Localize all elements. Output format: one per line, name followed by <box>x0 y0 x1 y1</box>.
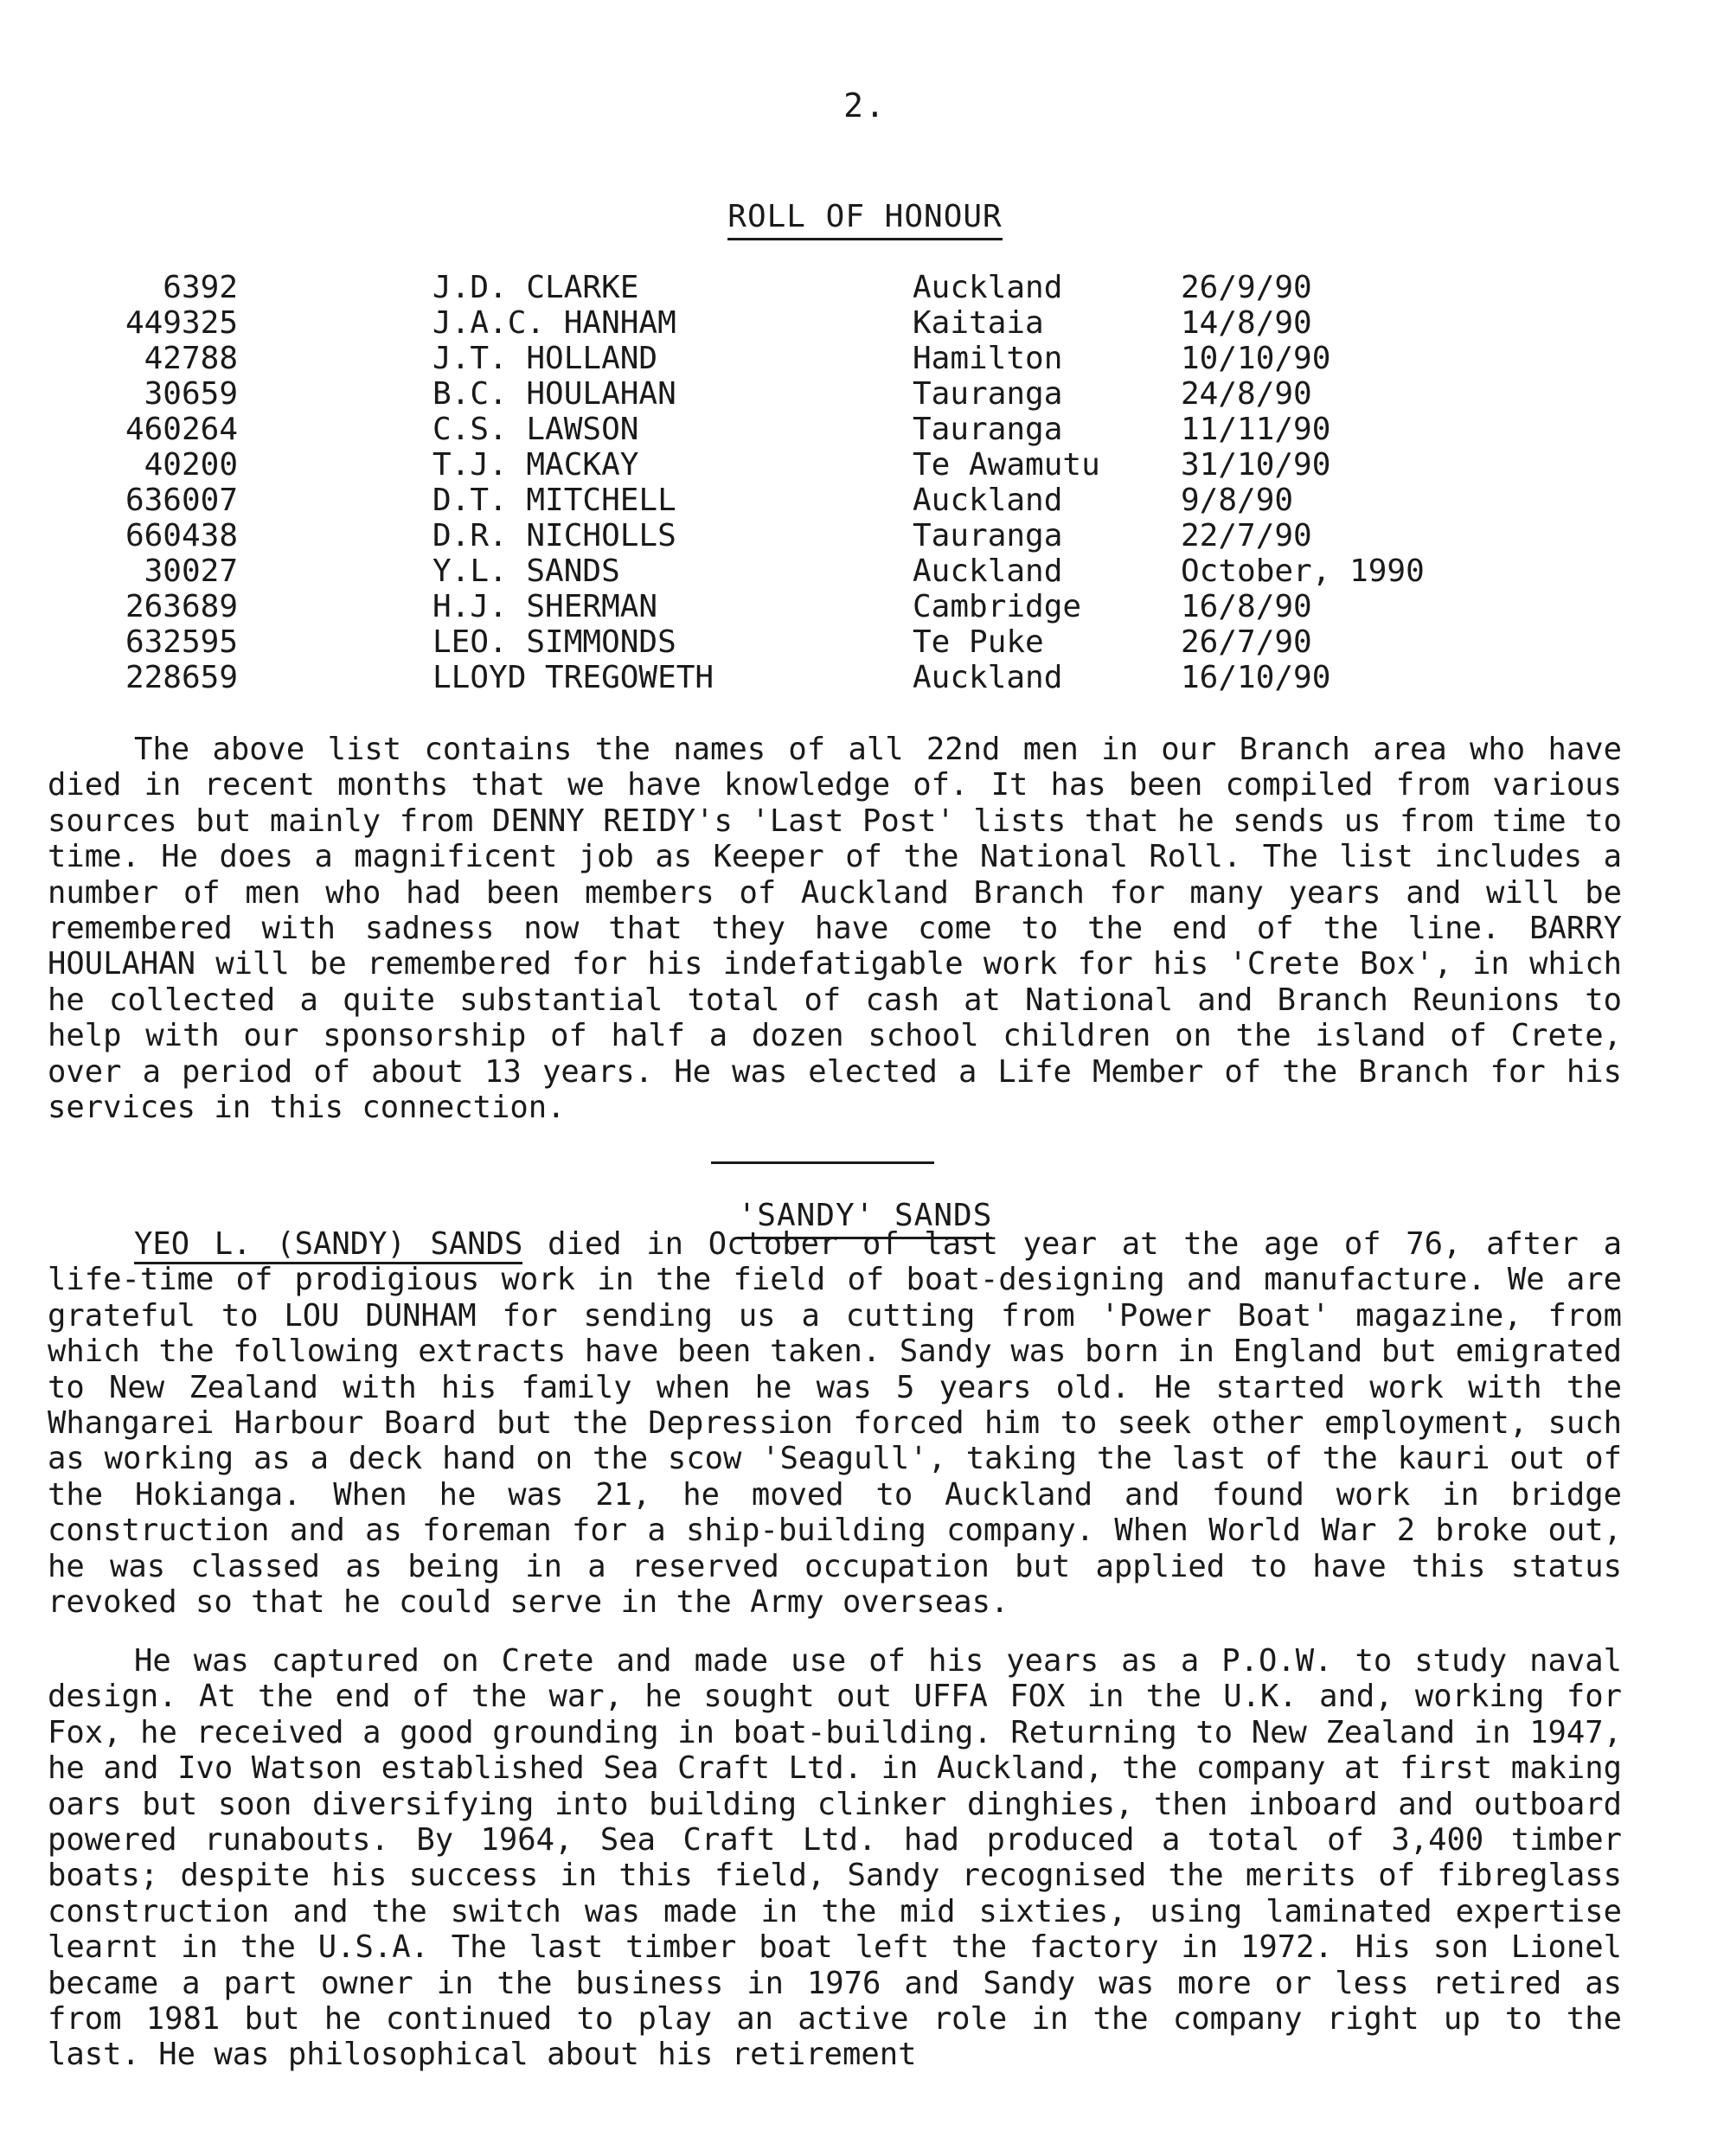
roll-of-honour-title: ROLL OF HONOUR <box>727 199 1002 240</box>
member-name: D.T. MITCHELL <box>432 483 676 518</box>
sandy-sands-paragraph-2: He was captured on Crete and made use of his years as a P.O.W. to study naval design. At the end of the war, he sought out UFFA FOX in the U.K. and, working for Fox, he received a good grounding in boat-building. Returning to New Zealand in 1947, he and Ivo Watson established Sea Craft Ltd. in Auckland, the company at first making oars but soon diversifying into building clinker dinghies, then inboard and outboard powered runabouts. By 1964, Sea Craft Ltd. had produced a total of 3,400 timber boats; despite his success in this field, Sandy recognised the merits of fibreglass construction and the switch was made in the mid sixties, using laminated expertise learnt in the U.S.A. The last timber boat left the factory in 1972. His son Lionel became a part owner in the business in 1976 and Sandy was more or less retired as from 1981 but he continued to play an active role in the company right up to the last. He was philosophical about his retirement <box>48 1643 1622 2073</box>
section-divider <box>711 1161 934 1164</box>
roll-entry <box>104 483 1488 518</box>
service-number: 660438 <box>125 518 238 553</box>
member-name: B.C. HOULAHAN <box>432 376 676 412</box>
service-number: 30659 <box>144 376 238 412</box>
sandy-sands-title: 'SANDY' SANDS <box>738 1198 993 1239</box>
member-name: J.A.C. HANHAM <box>432 305 676 341</box>
date-of-death: 24/8/90 <box>1181 376 1312 412</box>
member-location: Cambridge <box>913 589 1082 624</box>
date-of-death: 10/10/90 <box>1181 341 1331 376</box>
date-of-death: 31/10/90 <box>1181 447 1331 483</box>
member-location: Auckland <box>913 483 1063 518</box>
member-location: Auckland <box>913 553 1063 589</box>
sandy-sands-lead-name: YEO L. (SANDY) SANDS <box>134 1226 522 1264</box>
date-of-death: 22/7/90 <box>1181 518 1312 553</box>
date-of-death: October, 1990 <box>1181 553 1425 589</box>
member-name: J.D. CLARKE <box>432 270 639 305</box>
roll-entry <box>104 305 1488 341</box>
service-number: 228659 <box>125 660 238 695</box>
date-of-death: 14/8/90 <box>1181 305 1312 341</box>
roll-of-honour-list <box>104 270 1488 695</box>
member-name: H.J. SHERMAN <box>432 589 658 624</box>
roll-entry <box>104 447 1488 483</box>
member-location: Hamilton <box>913 341 1063 376</box>
roll-entry <box>104 660 1488 695</box>
roll-entry <box>104 589 1488 624</box>
roll-entry <box>104 270 1488 305</box>
service-number: 30027 <box>144 553 238 589</box>
roll-of-honour-heading <box>0 199 1730 234</box>
member-location: Tauranga <box>913 518 1063 553</box>
member-name: LEO. SIMMONDS <box>432 624 676 660</box>
sandy-sands-paragraph-1-text: died in October of last year at the age of 76, after a life-time of prodigious work in the field of boat-designing and manufacture. We are grateful to LOU DUNHAM for sending us a cutting from 'Power Boat' magazine, from which the following extracts have been taken. Sandy was born in England but emigrated to New Zealand with his family when he was 5 years old. He started work with the Whangarei Harbour Board but the Depression forced him to seek other employment, such as working as a deck hand on the scow 'Seagull', taking the last of the kauri out of the Hokianga. When he was 21, he moved to Auckland and found work in bridge construction and as foreman for a ship-building company. When World War 2 broke out, he was classed as being in a reserved occupation but applied to have this status revoked so that he could serve in the Army overseas. <box>48 1226 1622 1621</box>
roll-entry <box>104 341 1488 376</box>
member-name: T.J. MACKAY <box>432 447 639 483</box>
service-number: 42788 <box>144 341 238 376</box>
date-of-death: 26/9/90 <box>1181 270 1312 305</box>
member-location: Tauranga <box>913 412 1063 447</box>
service-number: 40200 <box>144 447 238 483</box>
member-location: Auckland <box>913 270 1063 305</box>
service-number: 6392 <box>163 270 238 305</box>
date-of-death: 16/10/90 <box>1181 660 1331 695</box>
roll-of-honour-paragraph: The above list contains the names of all 22nd men in our Branch area who have died in recent months that we have knowledge of. It has been compiled from various sources but mainly from DENNY REIDY's 'Last Post' lists that he sends us from time to time. He does a magnificent job as Keeper of the National Roll. The list includes a number of men who had been members of Auckland Branch for many years and will be remembered with sadness now that they have come to the end of the line. BARRY HOULAHAN will be remembered for his indefatigable work for his 'Crete Box', in which he collected a quite substantial total of cash at National and Branch Reunions to help with our sponsorship of half a dozen school children on the island of Crete, over a period of about 13 years. He was elected a Life Member of the Branch for his services in this connection. <box>48 732 1622 1126</box>
member-location: Te Puke <box>913 624 1044 660</box>
roll-entry <box>104 553 1488 589</box>
service-number: 263689 <box>125 589 238 624</box>
member-location: Tauranga <box>913 376 1063 412</box>
member-name: LLOYD TREGOWETH <box>432 660 714 695</box>
service-number: 460264 <box>125 412 238 447</box>
member-name: D.R. NICHOLLS <box>432 518 676 553</box>
date-of-death: 9/8/90 <box>1181 483 1294 518</box>
member-location: Te Awamutu <box>913 447 1100 483</box>
service-number: 449325 <box>125 305 238 341</box>
member-name: C.S. LAWSON <box>432 412 639 447</box>
roll-entry <box>104 376 1488 412</box>
roll-entry <box>104 624 1488 660</box>
service-number: 632595 <box>125 624 238 660</box>
page-number: 2. <box>843 86 887 125</box>
date-of-death: 11/11/90 <box>1181 412 1331 447</box>
roll-entry <box>104 518 1488 553</box>
member-name: Y.L. SANDS <box>432 553 620 589</box>
roll-entry <box>104 412 1488 447</box>
service-number: 636007 <box>125 483 238 518</box>
date-of-death: 16/8/90 <box>1181 589 1312 624</box>
member-name: J.T. HOLLAND <box>432 341 658 376</box>
sandy-sands-paragraph-1 <box>48 1226 1622 1620</box>
date-of-death: 26/7/90 <box>1181 624 1312 660</box>
member-location: Auckland <box>913 660 1063 695</box>
member-location: Kaitaia <box>913 305 1044 341</box>
